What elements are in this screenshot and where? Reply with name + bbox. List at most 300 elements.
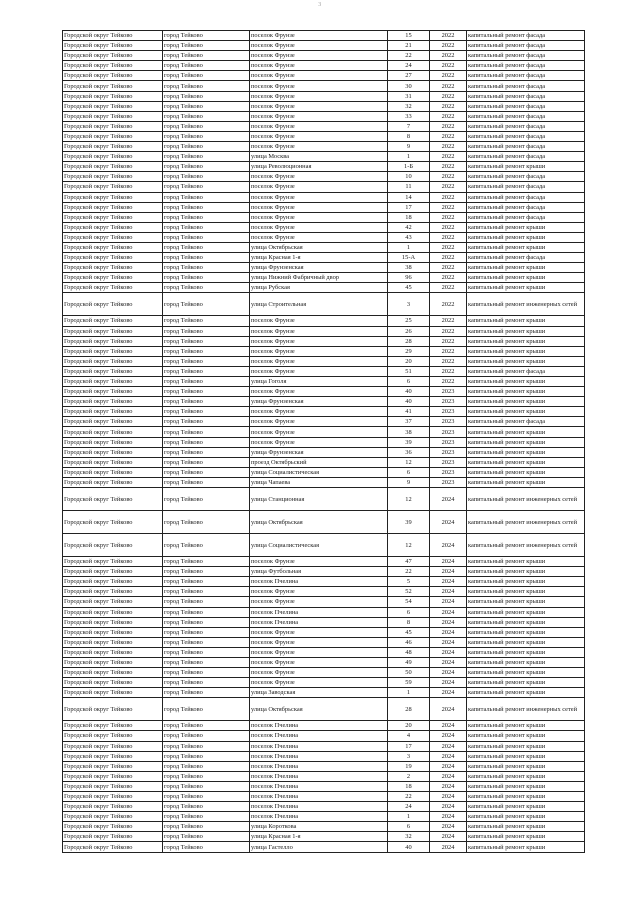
city-cell: город Тейково	[163, 222, 250, 232]
street-cell: поселок Фрунзе	[250, 336, 388, 346]
year-cell: 2022	[430, 273, 467, 283]
city-cell: город Тейково	[163, 678, 250, 688]
work-type-cell: капитальный ремонт фасада	[467, 61, 585, 71]
city-cell: город Тейково	[163, 111, 250, 121]
street-cell: улица Футбольная	[250, 567, 388, 577]
year-cell: 2023	[430, 387, 467, 397]
work-type-cell: капитальный ремонт крыши	[467, 336, 585, 346]
year-cell: 2022	[430, 31, 467, 41]
year-cell: 2022	[430, 212, 467, 222]
year-cell: 2022	[430, 41, 467, 51]
work-type-cell: капитальный ремонт крыши	[467, 283, 585, 293]
municipality-cell: Городской округ Тейково	[63, 781, 163, 791]
street-cell: улица Красная 1-я	[250, 832, 388, 842]
year-cell: 2024	[430, 781, 467, 791]
municipality-cell: Городской округ Тейково	[63, 182, 163, 192]
table-row	[63, 202, 585, 212]
city-cell: город Тейково	[163, 336, 250, 346]
city-cell: город Тейково	[163, 61, 250, 71]
municipality-cell: Городской округ Тейково	[63, 152, 163, 162]
work-type-cell: капитальный ремонт фасада	[467, 41, 585, 51]
table-row	[63, 71, 585, 81]
year-cell: 2023	[430, 447, 467, 457]
work-type-cell: капитальный ремонт крыши	[467, 477, 585, 487]
house-number-cell: 17	[388, 741, 430, 751]
city-cell: город Тейково	[163, 557, 250, 567]
city-cell: город Тейково	[163, 781, 250, 791]
street-cell: поселок Фрунзе	[250, 91, 388, 101]
house-number-cell: 51	[388, 366, 430, 376]
street-cell: проезд Октябрьский	[250, 457, 388, 467]
municipality-cell: Городской округ Тейково	[63, 131, 163, 141]
table-row	[63, 232, 585, 242]
table-row	[63, 182, 585, 192]
year-cell: 2024	[430, 761, 467, 771]
city-cell: город Тейково	[163, 366, 250, 376]
city-cell: город Тейково	[163, 812, 250, 822]
table-row	[63, 212, 585, 222]
house-number-cell: 32	[388, 101, 430, 111]
table-row	[63, 802, 585, 812]
municipality-cell: Городской округ Тейково	[63, 822, 163, 832]
work-type-cell: капитальный ремонт крыши	[467, 822, 585, 832]
city-cell: город Тейково	[163, 771, 250, 781]
year-cell: 2022	[430, 202, 467, 212]
work-type-cell: капитальный ремонт фасада	[467, 81, 585, 91]
street-cell: поселок Фрунзе	[250, 71, 388, 81]
city-cell: город Тейково	[163, 627, 250, 637]
municipality-cell: Городской округ Тейково	[63, 792, 163, 802]
year-cell: 2022	[430, 121, 467, 131]
street-cell: улица Строительная	[250, 293, 388, 316]
house-number-cell: 38	[388, 263, 430, 273]
work-type-cell: капитальный ремонт крыши	[467, 457, 585, 467]
municipality-cell: Городской округ Тейково	[63, 457, 163, 467]
table-row	[63, 172, 585, 182]
house-number-cell: 15-А	[388, 253, 430, 263]
municipality-cell: Городской округ Тейково	[63, 31, 163, 41]
street-cell: поселок Фрунзе	[250, 51, 388, 61]
house-number-cell: 9	[388, 477, 430, 487]
work-type-cell: капитальный ремонт крыши	[467, 802, 585, 812]
municipality-cell: Городской округ Тейково	[63, 346, 163, 356]
city-cell: город Тейково	[163, 822, 250, 832]
work-type-cell: капитальный ремонт крыши	[467, 731, 585, 741]
table-row	[63, 447, 585, 457]
house-number-cell: 50	[388, 668, 430, 678]
table-row	[63, 812, 585, 822]
street-cell: поселок Пчелина	[250, 741, 388, 751]
year-cell: 2024	[430, 832, 467, 842]
city-cell: город Тейково	[163, 511, 250, 534]
city-cell: город Тейково	[163, 131, 250, 141]
work-type-cell: капитальный ремонт инженерных сетей	[467, 534, 585, 557]
street-cell: поселок Фрунзе	[250, 637, 388, 647]
house-number-cell: 4	[388, 731, 430, 741]
street-cell: улица Революционная	[250, 162, 388, 172]
city-cell: город Тейково	[163, 232, 250, 242]
year-cell: 2024	[430, 792, 467, 802]
year-cell: 2024	[430, 577, 467, 587]
municipality-cell: Городской округ Тейково	[63, 242, 163, 252]
city-cell: город Тейково	[163, 698, 250, 721]
municipality-cell: Городской округ Тейково	[63, 771, 163, 781]
table-row	[63, 741, 585, 751]
municipality-cell: Городской округ Тейково	[63, 698, 163, 721]
street-cell: улица Октябрьская	[250, 511, 388, 534]
year-cell: 2024	[430, 741, 467, 751]
house-number-cell: 40	[388, 842, 430, 852]
work-type-cell: капитальный ремонт фасада	[467, 91, 585, 101]
municipality-cell: Городской округ Тейково	[63, 283, 163, 293]
street-cell: поселок Фрунзе	[250, 366, 388, 376]
municipality-cell: Городской округ Тейково	[63, 467, 163, 477]
work-type-cell: капитальный ремонт крыши	[467, 447, 585, 457]
city-cell: город Тейково	[163, 202, 250, 212]
year-cell: 2022	[430, 263, 467, 273]
street-cell: поселок Фрунзе	[250, 232, 388, 242]
city-cell: город Тейково	[163, 182, 250, 192]
work-type-cell: капитальный ремонт крыши	[467, 781, 585, 791]
repair-schedule-table	[62, 30, 585, 853]
city-cell: город Тейково	[163, 751, 250, 761]
city-cell: город Тейково	[163, 91, 250, 101]
street-cell: поселок Пчелина	[250, 731, 388, 741]
city-cell: город Тейково	[163, 81, 250, 91]
city-cell: город Тейково	[163, 71, 250, 81]
table-row	[63, 488, 585, 511]
city-cell: город Тейково	[163, 212, 250, 222]
city-cell: город Тейково	[163, 447, 250, 457]
work-type-cell: капитальный ремонт фасада	[467, 172, 585, 182]
year-cell: 2023	[430, 427, 467, 437]
street-cell: улица Фрунзенская	[250, 397, 388, 407]
work-type-cell: капитальный ремонт крыши	[467, 162, 585, 172]
work-type-cell: капитальный ремонт крыши	[467, 577, 585, 587]
street-cell: поселок Фрунзе	[250, 316, 388, 326]
house-number-cell: 59	[388, 678, 430, 688]
work-type-cell: капитальный ремонт крыши	[467, 407, 585, 417]
city-cell: город Тейково	[163, 152, 250, 162]
work-type-cell: капитальный ремонт крыши	[467, 657, 585, 667]
house-number-cell: 36	[388, 447, 430, 457]
city-cell: город Тейково	[163, 417, 250, 427]
street-cell: поселок Фрунзе	[250, 437, 388, 447]
house-number-cell: 33	[388, 111, 430, 121]
year-cell: 2024	[430, 668, 467, 678]
house-number-cell: 32	[388, 832, 430, 842]
work-type-cell: капитальный ремонт крыши	[467, 751, 585, 761]
house-number-cell: 10	[388, 172, 430, 182]
year-cell: 2022	[430, 81, 467, 91]
year-cell: 2024	[430, 617, 467, 627]
municipality-cell: Городской округ Тейково	[63, 627, 163, 637]
municipality-cell: Городской округ Тейково	[63, 751, 163, 761]
work-type-cell: капитальный ремонт инженерных сетей	[467, 511, 585, 534]
work-type-cell: капитальный ремонт крыши	[467, 377, 585, 387]
work-type-cell: капитальный ремонт фасада	[467, 121, 585, 131]
city-cell: город Тейково	[163, 283, 250, 293]
work-type-cell: капитальный ремонт крыши	[467, 741, 585, 751]
work-type-cell: капитальный ремонт фасада	[467, 202, 585, 212]
year-cell: 2022	[430, 232, 467, 242]
municipality-cell: Городской округ Тейково	[63, 577, 163, 587]
table-row	[63, 336, 585, 346]
street-cell: поселок Пчелина	[250, 802, 388, 812]
house-number-cell: 54	[388, 597, 430, 607]
municipality-cell: Городской округ Тейково	[63, 253, 163, 263]
table-row	[63, 51, 585, 61]
city-cell: город Тейково	[163, 597, 250, 607]
city-cell: город Тейково	[163, 488, 250, 511]
house-number-cell: 52	[388, 587, 430, 597]
municipality-cell: Городской округ Тейково	[63, 678, 163, 688]
street-cell: поселок Пчелина	[250, 577, 388, 587]
street-cell: поселок Фрунзе	[250, 346, 388, 356]
city-cell: город Тейково	[163, 31, 250, 41]
table-row	[63, 607, 585, 617]
table-row	[63, 326, 585, 336]
city-cell: город Тейково	[163, 617, 250, 627]
year-cell: 2022	[430, 253, 467, 263]
year-cell: 2024	[430, 688, 467, 698]
street-cell: улица Фрунзенская	[250, 263, 388, 273]
year-cell: 2022	[430, 192, 467, 202]
year-cell: 2023	[430, 457, 467, 467]
table-row	[63, 142, 585, 152]
year-cell: 2022	[430, 111, 467, 121]
year-cell: 2024	[430, 627, 467, 637]
house-number-cell: 22	[388, 567, 430, 577]
page-number: 3	[318, 2, 322, 8]
year-cell: 2024	[430, 771, 467, 781]
house-number-cell: 96	[388, 273, 430, 283]
municipality-cell: Городской округ Тейково	[63, 741, 163, 751]
table-row	[63, 792, 585, 802]
house-number-cell: 1	[388, 152, 430, 162]
work-type-cell: капитальный ремонт фасада	[467, 182, 585, 192]
year-cell: 2022	[430, 162, 467, 172]
municipality-cell: Городской округ Тейково	[63, 647, 163, 657]
work-type-cell: капитальный ремонт крыши	[467, 326, 585, 336]
municipality-cell: Городской округ Тейково	[63, 534, 163, 557]
year-cell: 2022	[430, 222, 467, 232]
table-row	[63, 293, 585, 316]
house-number-cell: 31	[388, 91, 430, 101]
street-cell: улица Гоголя	[250, 377, 388, 387]
municipality-cell: Городской округ Тейково	[63, 477, 163, 487]
year-cell: 2024	[430, 812, 467, 822]
city-cell: город Тейково	[163, 407, 250, 417]
table-row	[63, 557, 585, 567]
work-type-cell: капитальный ремонт фасада	[467, 192, 585, 202]
city-cell: город Тейково	[163, 51, 250, 61]
work-type-cell: капитальный ремонт крыши	[467, 356, 585, 366]
street-cell: поселок Пчелина	[250, 721, 388, 731]
table-row	[63, 731, 585, 741]
table-row	[63, 407, 585, 417]
house-number-cell: 37	[388, 417, 430, 427]
year-cell: 2024	[430, 698, 467, 721]
street-cell: улица Нижний Фабричный двор	[250, 273, 388, 283]
year-cell: 2022	[430, 152, 467, 162]
street-cell: поселок Фрунзе	[250, 182, 388, 192]
municipality-cell: Городской округ Тейково	[63, 273, 163, 283]
work-type-cell: капитальный ремонт крыши	[467, 597, 585, 607]
city-cell: город Тейково	[163, 467, 250, 477]
house-number-cell: 40	[388, 387, 430, 397]
house-number-cell: 39	[388, 437, 430, 447]
table-row	[63, 263, 585, 273]
municipality-cell: Городской округ Тейково	[63, 202, 163, 212]
house-number-cell: 22	[388, 792, 430, 802]
municipality-cell: Городской округ Тейково	[63, 607, 163, 617]
municipality-cell: Городской округ Тейково	[63, 162, 163, 172]
municipality-cell: Городской округ Тейково	[63, 437, 163, 447]
municipality-cell: Городской округ Тейково	[63, 557, 163, 567]
municipality-cell: Городской округ Тейково	[63, 121, 163, 131]
municipality-cell: Городской округ Тейково	[63, 212, 163, 222]
year-cell: 2023	[430, 477, 467, 487]
house-number-cell: 42	[388, 222, 430, 232]
house-number-cell: 1-Б	[388, 162, 430, 172]
work-type-cell: капитальный ремонт фасада	[467, 253, 585, 263]
year-cell: 2024	[430, 751, 467, 761]
work-type-cell: капитальный ремонт крыши	[467, 607, 585, 617]
city-cell: город Тейково	[163, 427, 250, 437]
house-number-cell: 2	[388, 771, 430, 781]
street-cell: поселок Пчелина	[250, 751, 388, 761]
house-number-cell: 45	[388, 283, 430, 293]
house-number-cell: 14	[388, 192, 430, 202]
city-cell: город Тейково	[163, 657, 250, 667]
city-cell: город Тейково	[163, 567, 250, 577]
table-row	[63, 511, 585, 534]
street-cell: поселок Фрунзе	[250, 647, 388, 657]
work-type-cell: капитальный ремонт крыши	[467, 263, 585, 273]
municipality-cell: Городской округ Тейково	[63, 232, 163, 242]
city-cell: город Тейково	[163, 688, 250, 698]
work-type-cell: капитальный ремонт крыши	[467, 222, 585, 232]
municipality-cell: Городской округ Тейково	[63, 336, 163, 346]
street-cell: улица Октябрьская	[250, 698, 388, 721]
street-cell: поселок Фрунзе	[250, 417, 388, 427]
table-row	[63, 162, 585, 172]
city-cell: город Тейково	[163, 457, 250, 467]
year-cell: 2022	[430, 326, 467, 336]
city-cell: город Тейково	[163, 356, 250, 366]
municipality-cell: Городской округ Тейково	[63, 51, 163, 61]
table-row	[63, 678, 585, 688]
street-cell: улица Заводская	[250, 688, 388, 698]
street-cell: поселок Фрунзе	[250, 61, 388, 71]
work-type-cell: капитальный ремонт крыши	[467, 346, 585, 356]
table-row	[63, 222, 585, 232]
work-type-cell: капитальный ремонт фасада	[467, 131, 585, 141]
city-cell: город Тейково	[163, 647, 250, 657]
table-row	[63, 152, 585, 162]
table-row	[63, 751, 585, 761]
house-number-cell: 15	[388, 31, 430, 41]
work-type-cell: капитальный ремонт крыши	[467, 316, 585, 326]
table-row	[63, 577, 585, 587]
municipality-cell: Городской округ Тейково	[63, 41, 163, 51]
house-number-cell: 3	[388, 293, 430, 316]
house-number-cell: 3	[388, 751, 430, 761]
work-type-cell: капитальный ремонт крыши	[467, 627, 585, 637]
city-cell: город Тейково	[163, 121, 250, 131]
work-type-cell: капитальный ремонт крыши	[467, 387, 585, 397]
street-cell: поселок Фрунзе	[250, 142, 388, 152]
table-row	[63, 427, 585, 437]
work-type-cell: капитальный ремонт крыши	[467, 467, 585, 477]
table-row	[63, 587, 585, 597]
table-row	[63, 131, 585, 141]
municipality-cell: Городской округ Тейково	[63, 61, 163, 71]
city-cell: город Тейково	[163, 534, 250, 557]
street-cell: поселок Фрунзе	[250, 41, 388, 51]
table-row	[63, 377, 585, 387]
house-number-cell: 47	[388, 557, 430, 567]
municipality-cell: Городской округ Тейково	[63, 293, 163, 316]
year-cell: 2022	[430, 242, 467, 252]
table-row	[63, 346, 585, 356]
table-row	[63, 366, 585, 376]
street-cell: поселок Пчелина	[250, 761, 388, 771]
year-cell: 2023	[430, 397, 467, 407]
street-cell: улица Чапаева	[250, 477, 388, 487]
municipality-cell: Городской округ Тейково	[63, 111, 163, 121]
street-cell: улица Короткова	[250, 822, 388, 832]
table-row	[63, 721, 585, 731]
street-cell: поселок Фрунзе	[250, 668, 388, 678]
house-number-cell: 38	[388, 427, 430, 437]
house-number-cell: 48	[388, 647, 430, 657]
street-cell: поселок Фрунзе	[250, 557, 388, 567]
municipality-cell: Городской округ Тейково	[63, 377, 163, 387]
street-cell: поселок Пчелина	[250, 792, 388, 802]
house-number-cell: 12	[388, 534, 430, 557]
year-cell: 2022	[430, 316, 467, 326]
house-number-cell: 41	[388, 407, 430, 417]
year-cell: 2024	[430, 607, 467, 617]
street-cell: поселок Фрунзе	[250, 131, 388, 141]
city-cell: город Тейково	[163, 142, 250, 152]
table-row	[63, 397, 585, 407]
work-type-cell: капитальный ремонт крыши	[467, 832, 585, 842]
city-cell: город Тейково	[163, 792, 250, 802]
municipality-cell: Городской округ Тейково	[63, 407, 163, 417]
city-cell: город Тейково	[163, 253, 250, 263]
street-cell: поселок Фрунзе	[250, 427, 388, 437]
year-cell: 2023	[430, 407, 467, 417]
table-row	[63, 101, 585, 111]
municipality-cell: Городской округ Тейково	[63, 71, 163, 81]
house-number-cell: 8	[388, 617, 430, 627]
city-cell: город Тейково	[163, 293, 250, 316]
municipality-cell: Городской округ Тейково	[63, 316, 163, 326]
table-row	[63, 61, 585, 71]
work-type-cell: капитальный ремонт крыши	[467, 567, 585, 577]
table-row	[63, 41, 585, 51]
table-row	[63, 477, 585, 487]
municipality-cell: Городской округ Тейково	[63, 587, 163, 597]
work-type-cell: капитальный ремонт крыши	[467, 637, 585, 647]
house-number-cell: 11	[388, 182, 430, 192]
street-cell: улица Станционная	[250, 488, 388, 511]
table-row	[63, 316, 585, 326]
municipality-cell: Городской округ Тейково	[63, 192, 163, 202]
